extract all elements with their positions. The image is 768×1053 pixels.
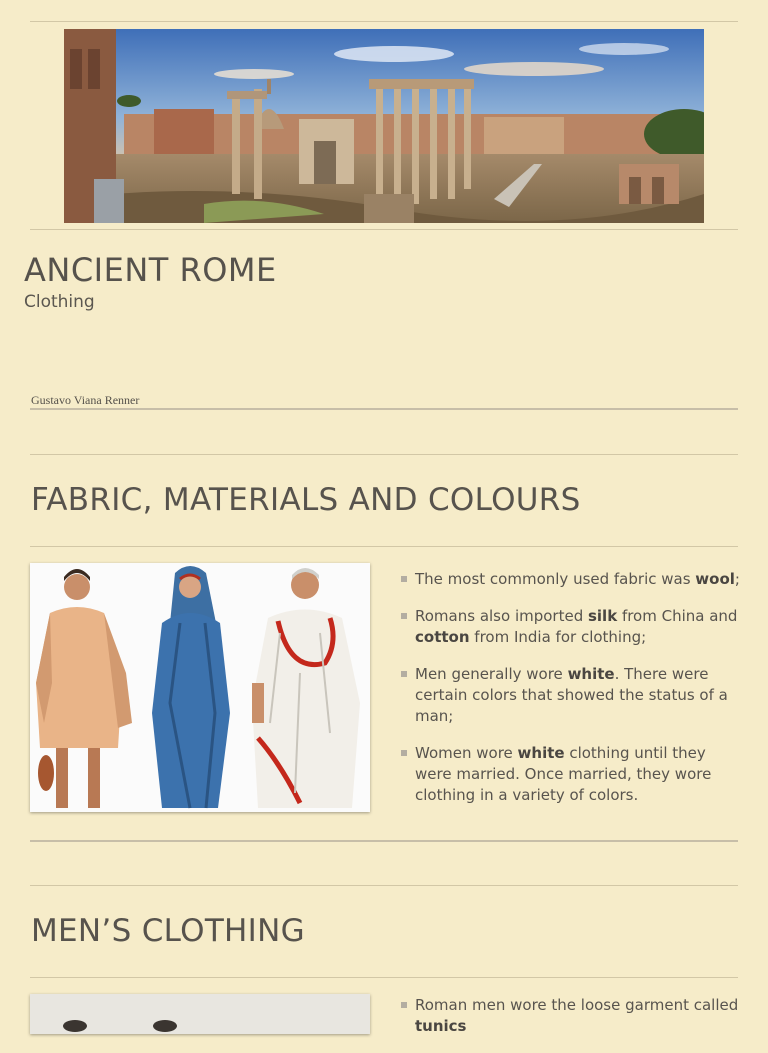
- fabric-bullet-women-white: Women wore white clothing until they were married. Once married, they wore clothing in a variety of colors.: [400, 743, 740, 806]
- mens-title-divider: [30, 977, 738, 978]
- fabric-bullet-men-white: Men generally wore white. There were certain colors that showed the status of a man;: [400, 664, 740, 727]
- mens-bullet-tunics: Roman men wore the loose garment called tunics: [400, 995, 740, 1037]
- banner-divider: [30, 229, 738, 230]
- top-divider: [30, 21, 738, 22]
- fabric-section-title: FABRIC, MATERIALS AND COLOURS: [31, 482, 581, 518]
- roman-forum-banner-image: [64, 29, 704, 223]
- fabric-bullet-wool: The most commonly used fabric was wool;: [400, 569, 740, 590]
- fabric-bullet-list: [400, 569, 740, 822]
- roman-clothing-illustration: [30, 563, 370, 812]
- fabric-bullet-silk-cotton: Romans also imported silk from China and cotton from India for clothing;: [400, 606, 740, 648]
- slide-1-bottom-border: [30, 408, 738, 410]
- presentation-title: ANCIENT ROME: [24, 251, 277, 289]
- slide-2-bottom-border: [30, 840, 738, 842]
- presentation-subtitle: Clothing: [24, 292, 95, 312]
- author-name: Gustavo Viana Renner: [31, 393, 140, 407]
- mens-clothing-section-title: MEN’S CLOTHING: [31, 913, 305, 949]
- slide-2-top-divider: [30, 454, 738, 455]
- mens-clothing-bullet-list: [400, 995, 740, 1053]
- fabric-title-divider: [30, 546, 738, 547]
- slide-3-top-divider: [30, 885, 738, 886]
- mens-clothing-illustration: [30, 994, 370, 1034]
